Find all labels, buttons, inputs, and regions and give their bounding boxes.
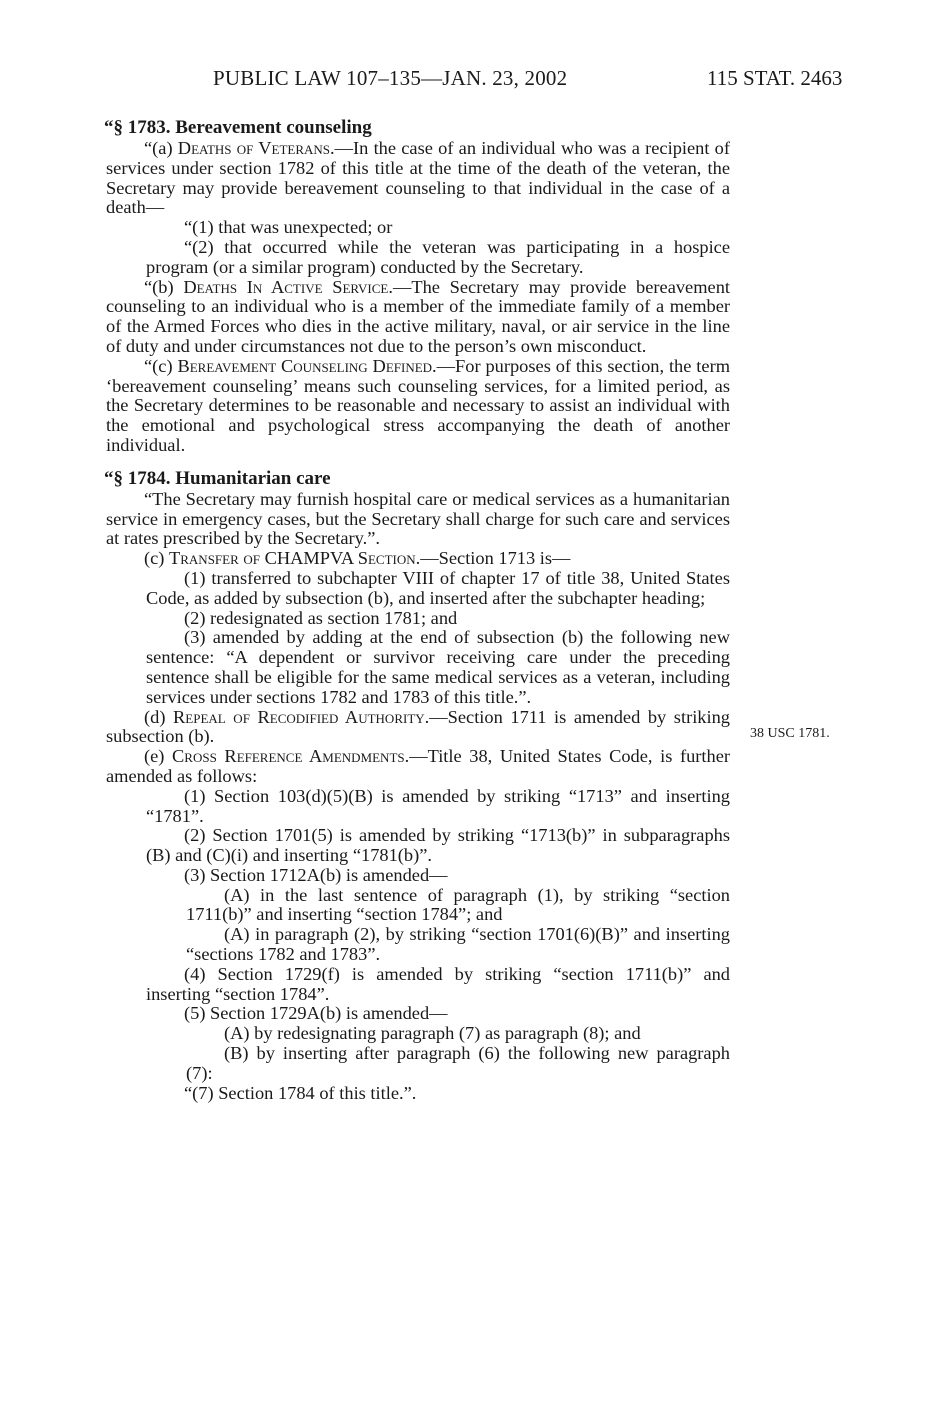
subsection-e-5-A: (A) by redesignating paragraph (7) as paragraph (8); and [224,1023,641,1044]
subsection-c-3: (3) amended by adding at the end of subsection (b) the following new sentence: “A dependent or survivor receiving care under the preceding sentence shall be eligible for the same medical services as a veteran, including services under sections 1782 and 1783 of this title.”. [146,627,730,707]
margin-note: 38 USC 1781. [750,726,830,741]
subsection-c: (c) Transfer of CHAMPVA Section.—Section 1713 is— [144,548,571,569]
section-1783-b: “(b) Deaths In Active Service.—The Secretary may provide bereavement counseling to an individual who is a member of the immediate family of a member of the Armed Forces who dies in the active military, naval, or air service in the line of duty and under circumstances not due to the person’s own misconduct. [106,276,730,356]
subsection-e-1: (1) Section 103(d)(5)(B) is amended by striking “1713” and inserting “1781”. [146,785,730,826]
subsection-e-2: (2) Section 1701(5) is amended by striking “1713(b)” in subparagraphs (B) and (C)(i) and inserting “1781(b)”. [146,825,730,866]
subsection-e-3: (3) Section 1712A(b) is amended— [184,864,448,885]
page-header-title: PUBLIC LAW 107–135—JAN. 23, 2002 [213,66,568,90]
document-body [106,117,730,1103]
section-1783-a: “(a) Deaths of Veterans.—In the case of an individual who was a recipient of services under section 1782 of this title at the time of the death of the veteran, the Secretary may provide bereavement counseling to that individual in the case of a death— [106,138,731,218]
subsection-e-3-A2: (A) in paragraph (2), by striking “section 1701(6)(B)” and inserting “sections 1782 and 1783”. [186,924,730,965]
caption: Transfer of CHAMPVA Section. [169,548,421,569]
caption: Deaths In Active Service. [183,276,393,297]
section-1783-a2: “(2) that occurred while the veteran was participating in a hospice program (or a similar program) conducted by the Secretary. [146,236,730,277]
subsection-e-5-B-7: “(7) Section 1784 of this title.”. [184,1082,417,1103]
subsection-c-1: (1) transferred to subchapter VIII of chapter 17 of title 38, United States Code, as added by subsection (b), and inserted after the subchapter heading; [146,567,730,608]
section-1784-heading: “§ 1784. Humanitarian care [104,467,331,489]
section-1783-a1: “(1) that was unexpected; or [184,217,393,238]
subsection-e: (e) Cross Reference Amendments.—Title 38, United States Code, is further amended as follows: [106,746,731,786]
caption: Bereavement Counseling Defined. [177,355,437,376]
caption: Repeal of Recodified Authority. [173,706,430,727]
caption: Cross Reference Amendments. [172,746,410,767]
subsection-e-4: (4) Section 1729(f) is amended by striking “section 1711(b)” and inserting “section 1784”. [146,963,730,1004]
subsection-c-2: (2) redesignated as section 1781; and [184,607,458,628]
section-1784-text: “The Secretary may furnish hospital care or medical services as a humanitarian service in emergency cases, but the Secretary shall charge for such care and services at rates prescribed by the Secretary.”. [106,488,730,549]
subsection-e-3-A1: (A) in the last sentence of paragraph (1), by striking “section 1711(b)” and inserting “section 1784”; and [186,884,730,925]
subsection-e-5: (5) Section 1729A(b) is amended— [184,1003,448,1024]
subsection-d: (d) Repeal of Recodified Authority.—Section 1711 is amended by striking subsection (b). [106,706,731,747]
caption: Deaths of Veterans. [177,138,335,158]
section-1783-c: “(c) Bereavement Counseling Defined.—For purposes of this section, the term ‘bereavement counseling’ means such counseling services, for a limited period, as the Secretary determines to be reasonable and necessary to assist an individual with the emotional and psychological stress accompanying the death of another individual. [106,355,730,455]
subsection-e-5-B: (B) by inserting after paragraph (6) the following new paragraph (7): [186,1043,730,1083]
section-1783-heading: “§ 1783. Bereavement counseling [104,117,372,138]
page-header-stat: 115 STAT. 2463 [707,66,843,90]
